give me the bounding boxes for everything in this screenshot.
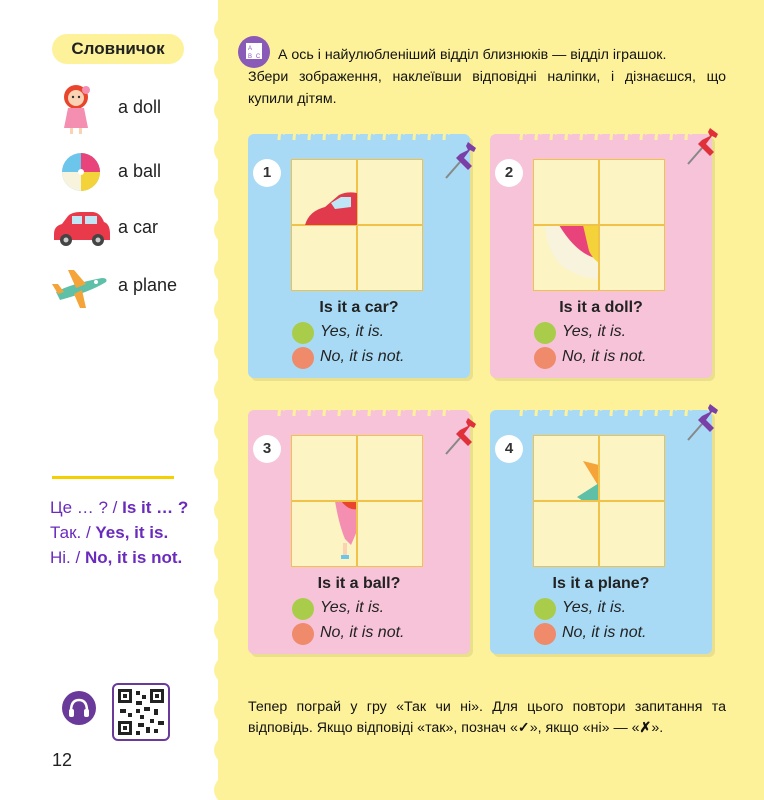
phrase-question bbox=[50, 498, 188, 518]
qr-code[interactable] bbox=[112, 683, 170, 741]
no-dot[interactable] bbox=[292, 347, 314, 369]
vocab-item-doll bbox=[50, 84, 220, 134]
phrase-ua: Так. / bbox=[50, 523, 96, 542]
sticker-grid[interactable] bbox=[533, 159, 665, 291]
no-option[interactable] bbox=[292, 348, 404, 366]
spiral-rings bbox=[516, 126, 696, 142]
yes-label: Yes, it is. bbox=[562, 323, 627, 340]
svg-text:A: A bbox=[247, 46, 253, 52]
spiral-rings bbox=[274, 126, 454, 142]
phrase-en: Yes, it is. bbox=[95, 523, 169, 542]
card-3 bbox=[248, 410, 470, 654]
card-question: Is it a ball? bbox=[317, 575, 401, 592]
no-dot[interactable] bbox=[534, 623, 556, 645]
yes-dot[interactable] bbox=[292, 322, 314, 344]
vocab-word: a ball bbox=[118, 161, 162, 181]
phrase-ua: Це … ? / bbox=[50, 498, 123, 517]
yes-label: Yes, it is. bbox=[320, 323, 385, 340]
svg-text:C: C bbox=[255, 54, 261, 60]
abc-task-icon bbox=[238, 36, 270, 68]
vocab-item-plane bbox=[50, 262, 220, 312]
yes-label: Yes, it is. bbox=[320, 599, 385, 616]
yes-option[interactable] bbox=[292, 323, 384, 341]
phrase-ua: Ні. / bbox=[50, 548, 85, 567]
pushpin-icon bbox=[682, 400, 726, 444]
card-number: 3 bbox=[253, 435, 281, 463]
sticker-grid[interactable] bbox=[291, 435, 423, 567]
check-icon: ✓ bbox=[517, 720, 530, 736]
page-number: 12 bbox=[52, 750, 73, 770]
yes-option[interactable] bbox=[292, 599, 384, 617]
sticker-grid[interactable] bbox=[533, 435, 665, 567]
spiral-rings bbox=[516, 402, 696, 418]
vocab-word: a plane bbox=[118, 275, 178, 295]
plane-icon bbox=[50, 262, 112, 312]
card-question: Is it a doll? bbox=[559, 299, 643, 316]
card-1 bbox=[248, 134, 470, 378]
yes-dot[interactable] bbox=[292, 598, 314, 620]
instruction-text: ». bbox=[651, 720, 664, 736]
instruction-text: », якщо «ні» — « bbox=[529, 720, 640, 736]
sticker-grid[interactable] bbox=[291, 159, 423, 291]
vocab-title: Словничок bbox=[52, 34, 184, 64]
no-label: No, it is not. bbox=[320, 624, 405, 641]
card-number: 4 bbox=[495, 435, 523, 463]
vocab-word: a car bbox=[118, 217, 159, 237]
car-icon bbox=[50, 204, 112, 254]
card-2 bbox=[490, 134, 712, 378]
vocab-item-ball bbox=[50, 148, 220, 198]
card-question: Is it a car? bbox=[319, 299, 399, 316]
no-option[interactable] bbox=[534, 348, 646, 366]
phrase-en: Is it … ? bbox=[122, 498, 189, 517]
no-dot[interactable] bbox=[534, 347, 556, 369]
cross-icon: ✗ bbox=[639, 720, 652, 736]
yes-label: Yes, it is. bbox=[562, 599, 627, 616]
divider bbox=[52, 476, 174, 479]
task-line-2: Збери зображення, наклеївши відповідні наліпки, і дізнаєшся, що купили дітям. bbox=[248, 69, 726, 107]
vocab-item-car bbox=[50, 204, 220, 254]
task-line-1: А ось і найулюбленіший відділ близнюків — відділ іграшок. bbox=[278, 47, 667, 63]
card-4 bbox=[490, 410, 712, 654]
audio-icon[interactable] bbox=[62, 691, 96, 725]
phrase-en: No, it is not. bbox=[84, 548, 183, 567]
yes-dot[interactable] bbox=[534, 322, 556, 344]
no-dot[interactable] bbox=[292, 623, 314, 645]
phrase-no bbox=[50, 548, 182, 568]
no-label: No, it is not. bbox=[562, 348, 647, 365]
pushpin-icon bbox=[440, 414, 484, 458]
phrase-yes bbox=[50, 523, 168, 543]
no-option[interactable] bbox=[292, 624, 404, 642]
pushpin-icon bbox=[440, 138, 484, 182]
doll-icon bbox=[50, 84, 112, 134]
card-number: 2 bbox=[495, 159, 523, 187]
no-label: No, it is not. bbox=[320, 348, 405, 365]
card-question: Is it a plane? bbox=[552, 575, 650, 592]
game-instruction bbox=[248, 697, 726, 739]
yes-option[interactable] bbox=[534, 599, 626, 617]
spiral-rings bbox=[274, 402, 454, 418]
no-option[interactable] bbox=[534, 624, 646, 642]
ball-icon bbox=[50, 148, 112, 198]
yes-option[interactable] bbox=[534, 323, 626, 341]
yes-dot[interactable] bbox=[534, 598, 556, 620]
vocab-word: a doll bbox=[118, 97, 162, 117]
pushpin-icon bbox=[682, 124, 726, 168]
svg-text:B: B bbox=[247, 54, 253, 60]
no-label: No, it is not. bbox=[562, 624, 647, 641]
instruction-text: Тепер пограй у гру «Так чи ні». Для цього повтори запитання та відповідь. Якщо відповіді «так», познач « bbox=[248, 699, 726, 736]
card-number: 1 bbox=[253, 159, 281, 187]
